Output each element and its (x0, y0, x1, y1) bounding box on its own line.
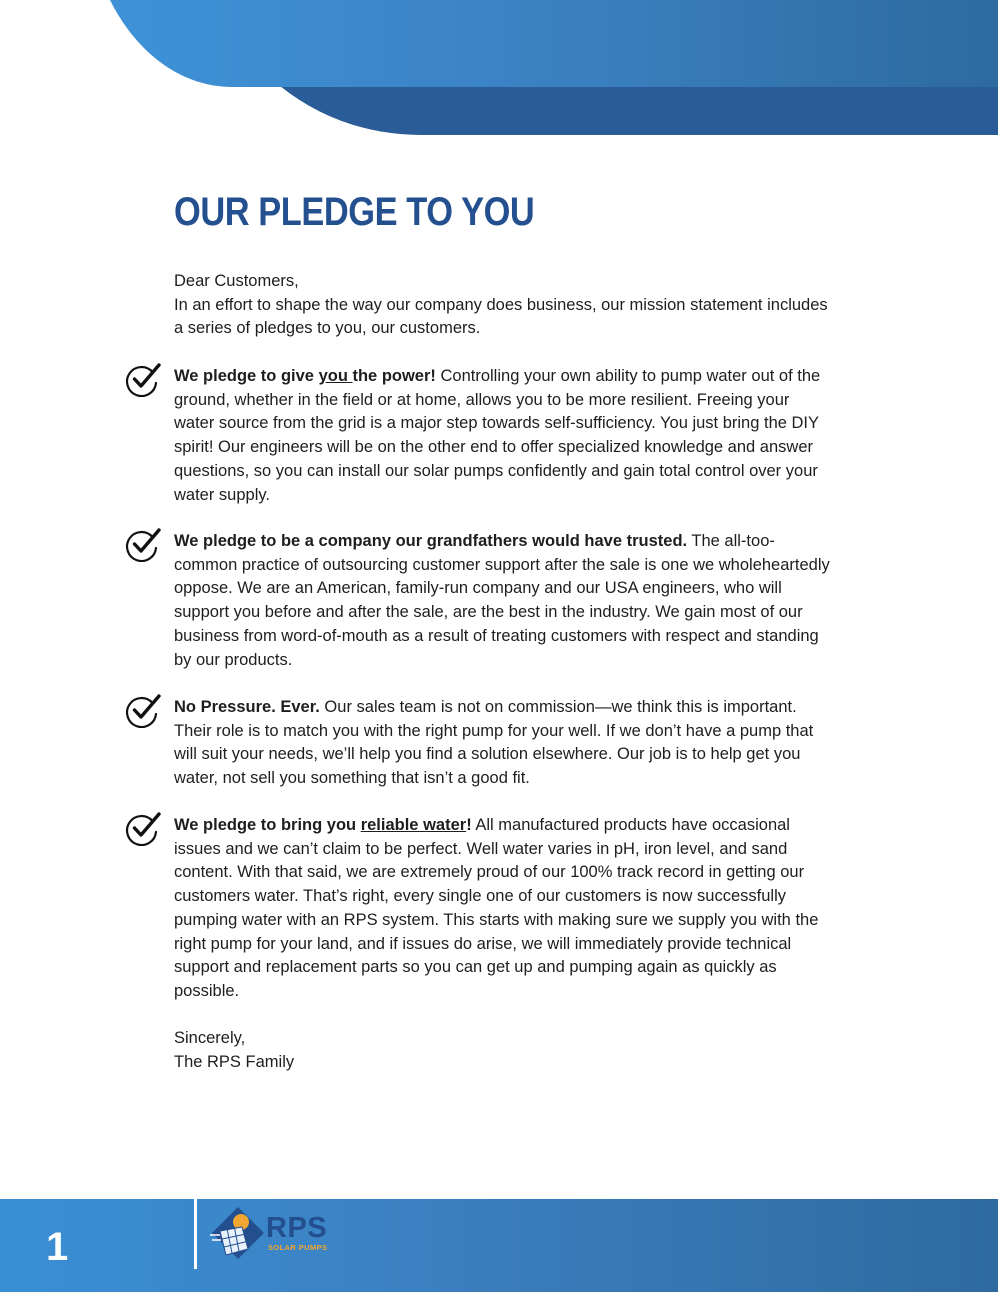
pledge-heading-start: We pledge to give (174, 367, 319, 385)
pledge-body: The all-too-common practice of outsourcing customer support after the sale is one we wholeheartedly oppose. We are an American, family-run company and our USA engineers, who will support you before and after the sale, are the best in the industry. We gain most of our business from word-of-mouth as a result of treating customers with respect and standing by our products. (174, 532, 830, 669)
pledge-body: All manufactured products have occasional issues and we can’t claim to be perfect. Well water varies in pH, iron level, and sand content. With that said, we are extremely proud of our 100% track record in getting our customers water. That’s right, every single one of our customers is now successfully pumping water with an RPS system. This starts with making sure we supply you with the right pump for your land, and if issues do arise, we will immediately provide technical support and replacement parts so you can get up and pumping again as quickly as possible. (174, 816, 819, 1000)
pledge-item (174, 365, 834, 507)
page-number: 1 (46, 1225, 69, 1269)
intro-paragraph: In an effort to shape the way our company does business, our mission statement includes a series of pledges to you, our customers. (174, 295, 828, 338)
pledge-heading: No Pressure. Ever. (174, 698, 320, 716)
footer-bar (0, 1199, 998, 1292)
footer-divider (194, 1199, 197, 1269)
greeting (174, 270, 834, 341)
logo-tagline: SOLAR PUMPS (268, 1243, 328, 1252)
check-circle-icon (125, 692, 161, 728)
header-band (0, 0, 998, 140)
check-circle-icon (125, 526, 161, 562)
check-circle-icon (125, 361, 161, 397)
closing (174, 1027, 574, 1074)
pledge-heading: We pledge to be a company our grandfathers would have trusted. (174, 532, 688, 550)
page-title: OUR PLEDGE TO YOU (174, 190, 535, 234)
check-circle-icon (125, 810, 161, 846)
salutation: Dear Customers, (174, 272, 299, 290)
pledge-item (174, 530, 834, 672)
pledge-heading-end: the power! (352, 367, 436, 385)
pledge-heading (174, 367, 436, 385)
valediction: Sincerely, (174, 1029, 246, 1047)
pledge-heading-emphasis: reliable water (360, 816, 467, 834)
pledge-body: Controlling your own ability to pump water out of the ground, whether in the field or at home, allows you to be more resilient. Freeing your water source from the grid is a major step towards self-sufficiency. You just bring the DIY spirit! Our engineers will be on the other end to offer specialized knowledge and answer questions, so you can install our solar pumps confidently and gain total control over your water supply. (174, 367, 821, 504)
pledge-heading-emphasis: you (318, 367, 353, 385)
logo-wordmark: RPS (266, 1212, 328, 1244)
pledge-item (174, 696, 834, 791)
pledge-body: Our sales team is not on commission—we think this is important. Their role is to match you with the right pump for your well. If we don’t have a pump that will suit your needs, we’ll help you find a solution elsewhere. Our job is to help get you water, not sell you something that isn’t a good fit. (174, 698, 814, 788)
pledge-text (174, 365, 834, 507)
rps-logo (208, 1205, 348, 1265)
pledge-heading-end: ! (466, 816, 472, 834)
pledge-item (174, 814, 834, 1004)
solar-panel-logo-icon (208, 1205, 266, 1261)
pledge-text (174, 530, 834, 672)
pledge-heading-start: We pledge to bring you (174, 816, 361, 834)
pledge-text (174, 696, 834, 791)
signature: The RPS Family (174, 1052, 295, 1071)
pledge-text (174, 814, 834, 1004)
pledge-heading (174, 816, 472, 834)
